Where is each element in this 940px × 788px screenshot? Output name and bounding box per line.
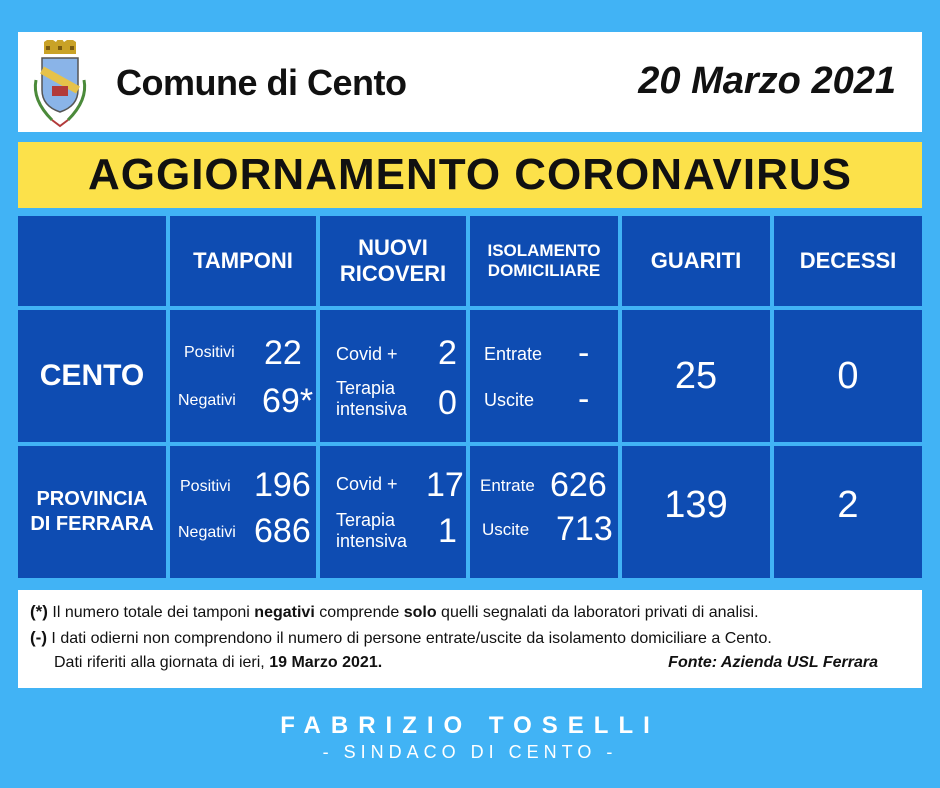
row-label-provincia: PROVINCIA DI FERRARA — [18, 446, 166, 578]
intensiva-label: intensiva — [336, 531, 408, 551]
town-crest-icon — [30, 40, 90, 128]
col-header-ricoveri: NUOVI RICOVERI — [320, 216, 466, 306]
row-label-cento: CENTO — [18, 310, 166, 442]
col-header-decessi: DECESSI — [774, 216, 922, 306]
provincia-terapia-value: 1 — [438, 512, 457, 550]
mayor-name: FABRIZIO TOSELLI — [280, 712, 660, 739]
provincia-decessi-value: 2 — [774, 446, 922, 578]
cento-negativi-value: 69* — [262, 382, 314, 420]
cento-uscite-value: - — [578, 380, 590, 418]
cento-entrate-value: - — [578, 334, 590, 372]
notes-panel — [18, 590, 922, 688]
cento-isolamento-cell — [470, 310, 618, 442]
note-asterisk: (*) Il numero totale dei tamponi negativi comprende solo quelli segnalati da laboratori privati di analisi. — [30, 602, 759, 621]
terapia-label: Terapia — [336, 510, 396, 530]
banner-title: AGGIORNAMENTO CORONAVIRUS — [87, 150, 853, 199]
provincia-isolamento-cell — [470, 446, 618, 578]
negativi-label: Negativi — [178, 524, 236, 541]
provincia-ricoveri-cell — [320, 446, 466, 578]
provincia-covid-value: 17 — [426, 466, 464, 504]
cento-ricoveri-cell — [320, 310, 466, 442]
corner-cell — [18, 216, 166, 306]
note-dash-mark: (-) — [30, 628, 47, 647]
note-dash: (-) I dati odierni non comprendono il numero di persone entrate/uscite da isolamento domiciliare a Cento. — [30, 628, 772, 647]
covid-label: Covid + — [336, 474, 398, 494]
note-source: Fonte: Azienda USL Ferrara — [668, 654, 878, 671]
col-header-guariti: GUARITI — [622, 216, 770, 306]
cento-positivi-value: 22 — [264, 334, 302, 372]
provincia-entrate-value: 626 — [550, 466, 607, 504]
entrate-label: Entrate — [480, 476, 535, 495]
intensiva-label: intensiva — [336, 399, 408, 419]
positivi-label: Positivi — [180, 478, 231, 495]
note-reference: Dati riferiti alla giornata di ieri, 19 Marzo 2021. — [54, 654, 383, 671]
positivi-label: Positivi — [184, 344, 235, 361]
cento-tamponi-cell — [170, 310, 316, 442]
terapia-label: Terapia — [336, 378, 396, 398]
col-header-tamponi: TAMPONI — [170, 216, 316, 306]
col-header-isolamento: ISOLAMENTO DOMICILIARE — [470, 216, 618, 306]
title-banner — [18, 142, 922, 208]
uscite-label: Uscite — [484, 390, 535, 410]
covid-label: Covid + — [336, 344, 398, 364]
provincia-uscite-value: 713 — [556, 510, 613, 548]
town-title: Comune di Cento — [116, 62, 407, 103]
negativi-label: Negativi — [178, 392, 236, 409]
cento-covid-value: 2 — [438, 334, 457, 372]
uscite-label: Uscite — [482, 520, 530, 539]
provincia-negativi-value: 686 — [254, 512, 311, 550]
cento-terapia-value: 0 — [438, 384, 457, 422]
provincia-tamponi-cell — [170, 446, 316, 578]
entrate-label: Entrate — [484, 344, 543, 364]
provincia-guariti-value: 139 — [622, 446, 770, 578]
cento-guariti-value: 25 — [622, 310, 770, 442]
mayor-role: - SINDACO DI CENTO - — [322, 742, 618, 762]
cento-decessi-value: 0 — [774, 310, 922, 442]
provincia-positivi-value: 196 — [254, 466, 311, 504]
report-date: 20 Marzo 2021 — [638, 60, 896, 102]
note-asterisk-mark: (*) — [30, 602, 48, 621]
